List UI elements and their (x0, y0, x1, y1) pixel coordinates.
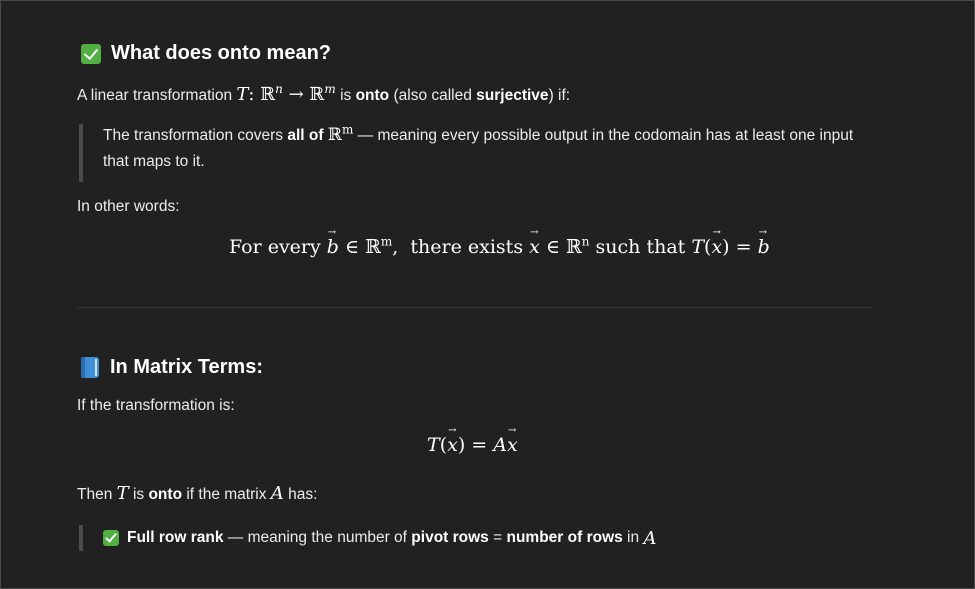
eq2-open: ( (439, 434, 448, 456)
then-T: T (116, 483, 129, 504)
quote-bold: all of (287, 127, 328, 144)
section-heading-onto (81, 42, 331, 65)
math-mapping (236, 84, 335, 105)
blockquote-full-row-rank (79, 525, 656, 551)
then-mid: if the matrix (182, 486, 271, 503)
bullet-text (103, 528, 656, 549)
section-heading-matrix (81, 356, 263, 379)
eq-T: T (691, 236, 705, 258)
bullet-pivot-rows: pivot rows (411, 529, 489, 546)
if-text: If the transformation is: (77, 397, 235, 414)
bullet-A: A (643, 527, 657, 549)
display-equation-matrix (427, 434, 518, 456)
eq-there-exists: , there exists (392, 236, 530, 258)
math-sup-n: n (275, 82, 283, 96)
quote-pre: The transformation covers (103, 127, 288, 144)
then-pre: Then (77, 486, 117, 503)
math-T: T (236, 84, 249, 105)
eq-sup-m: m (380, 234, 393, 249)
bullet-in: in (622, 529, 644, 546)
eq2-vec-x2: → x (507, 434, 518, 456)
display-equation-onto (229, 236, 770, 258)
blockquote-definition (79, 124, 883, 182)
intro-paragraph (77, 84, 570, 105)
math-domain: : ℝ (248, 84, 276, 105)
intro-surjective: surjective (476, 87, 549, 104)
intro-also: (also called (389, 87, 477, 104)
eq-sup-n: n (581, 234, 590, 249)
eq2-A: A (493, 434, 507, 456)
quote-R: ℝ (327, 125, 342, 145)
math-sup-m: m (324, 82, 336, 96)
blue-book-icon (81, 357, 99, 378)
then-paragraph (77, 483, 317, 504)
section-divider (77, 307, 873, 308)
then-end: has: (283, 486, 318, 503)
quote-sup: m (341, 122, 354, 137)
eq-vec-b2: → b (758, 236, 770, 258)
eq-vec-b: → b (327, 236, 339, 258)
intro-text: A linear transformation (77, 87, 233, 104)
eq-for-every: For every (229, 236, 327, 258)
eq-paren-close: ) = (722, 236, 758, 258)
quote-post: — meaning every possible output in the codomain has at least one input that maps to it. (103, 127, 858, 170)
bullet-number-of-rows: number of rows (506, 529, 623, 546)
bullet-mid: — meaning the number of (223, 529, 412, 546)
quote-text (103, 122, 883, 175)
eq-in-R2: ∈ ℝ (539, 236, 582, 258)
eq2-close-eq: ) = (457, 434, 494, 456)
eq-vec-x: → x (529, 236, 540, 258)
check-mark-icon (81, 44, 101, 64)
then-onto: onto (148, 486, 183, 503)
heading-text: In Matrix Terms: (110, 356, 263, 378)
eq-paren-open: ( (704, 236, 712, 258)
bullet-full-row-rank: Full row rank (127, 529, 224, 546)
heading-text: What does onto mean? (111, 42, 331, 64)
intro-onto: onto (355, 87, 390, 104)
quote-math (327, 122, 354, 145)
then-A: A (270, 483, 284, 504)
bullet-eq: = (488, 529, 507, 546)
then-is: is (128, 486, 149, 503)
intro-is: is (335, 87, 356, 104)
other-words: In other words: (77, 198, 180, 215)
eq-such-that: such that (589, 236, 692, 258)
check-mark-icon (103, 530, 119, 546)
intro-end: ) if: (548, 87, 571, 104)
eq-in-R: ∈ ℝ (338, 236, 381, 258)
eq2-T: T (427, 434, 440, 456)
eq-vec-x2: → x (711, 236, 722, 258)
eq2-vec-x: → x (447, 434, 458, 456)
math-codomain: → ℝ (282, 84, 325, 105)
